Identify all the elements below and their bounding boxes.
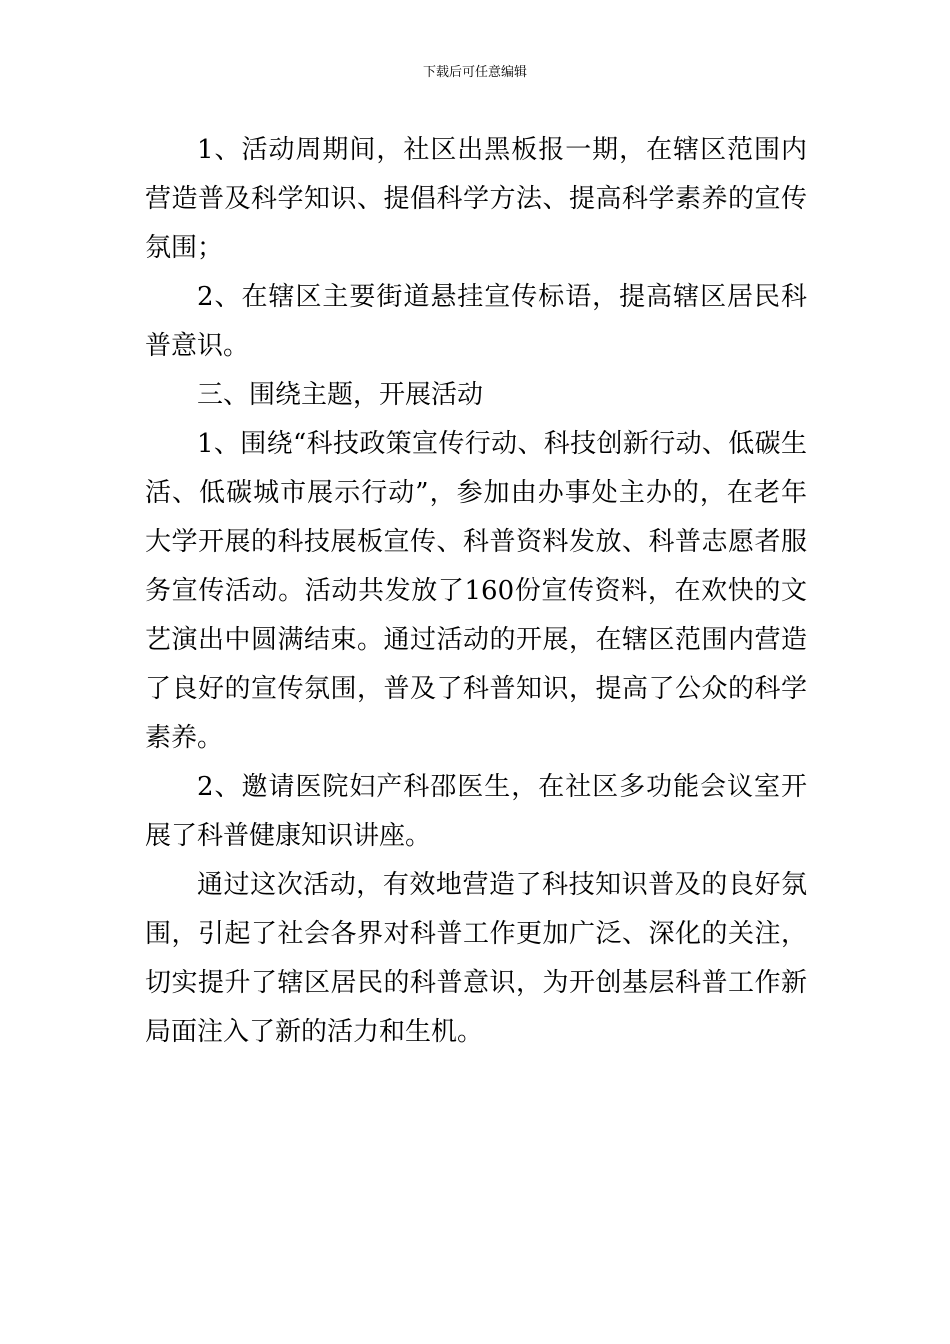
paragraph-lecture: 2、邀请医院妇产科邵医生，在社区多功能会议室开展了科普健康知识讲座。 (145, 772, 807, 851)
document-body (145, 126, 807, 1057)
paragraph-blackboard: 1、活动周期间，社区出黑板报一期，在辖区范围内营造普及科学知识、提倡科学方法、提高科学素养的宣传氛围； (145, 135, 807, 263)
header-note: 下载后可任意编辑 (422, 65, 527, 80)
paragraph-exhibition: 1、围绕“科技政策宣传行动、科技创新行动、低碳生活、低碳城市展示行动”，参加由办事处主办的，在老年大学开展的科技展板宣传、科普资料发放、科普志愿者服务宣传活动。活动共发放了160份宣传资料，在欢快的文艺演出中圆满结束。通过活动的开展，在辖区范围内营造了良好的宣传氛围，普及了科普知识，提高了公众的科学素养。 (145, 429, 807, 753)
paragraph-slogans: 2、在辖区主要街道悬挂宣传标语，提高辖区居民科普意识。 (145, 282, 807, 361)
paragraph-summary: 通过这次活动，有效地营造了科技知识普及的良好氛围，引起了社会各界对科普工作更加广泛、深化的关注，切实提升了辖区居民的科普意识，为开创基层科普工作新局面注入了新的活力和生机。 (145, 870, 807, 1047)
section-heading-activities: 三、围绕主题，开展活动 (197, 380, 484, 410)
